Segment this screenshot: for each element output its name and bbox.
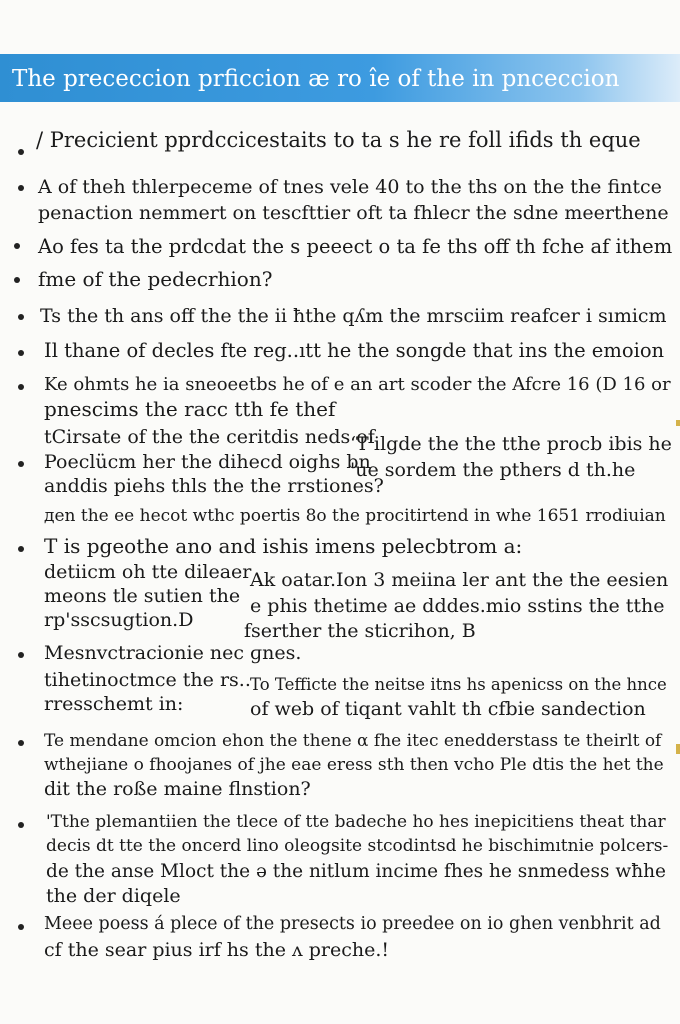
callout-text: e phis thetime ae dddes.mio sstins the tthe bbox=[250, 595, 665, 617]
body-line: tCirsate of the the ceritdis neds of bbox=[44, 426, 375, 448]
bullet-text: penaction nemmert on tescfttier oft ta fhlecr the sdne meerthene bbox=[38, 202, 669, 224]
right-edge-mark bbox=[676, 744, 680, 754]
callout-text: ʻT'ilgde the the tthe procb ibis he bbox=[350, 433, 672, 455]
bullet-dot bbox=[18, 652, 24, 658]
callout-text: of web of tiqant vahlt th cfbie sandection bbox=[250, 698, 646, 720]
bullet-text: Mesnvctracionie nec ɡnes. bbox=[44, 642, 302, 664]
bullet-dot bbox=[18, 546, 24, 552]
callout-text: 'ue sordem the pthers d th.he bbox=[350, 459, 636, 481]
bullet-dot bbox=[14, 277, 20, 283]
callout-text: Ak oatar.Ion 3 meiina ler ant the the eesien bbox=[250, 569, 669, 591]
bullet-text: A of theh thlerpeceme of tnes vele 40 to the ths on the the fintce bbox=[38, 176, 662, 198]
right-edge-mark bbox=[676, 420, 680, 426]
bullet-dot bbox=[14, 243, 20, 249]
bullet-dot bbox=[18, 461, 24, 467]
bullet-text: cf the sear pius irf hs the ʌ preche.! bbox=[44, 939, 390, 961]
bullet-dot bbox=[18, 924, 24, 930]
bullet-dot bbox=[18, 149, 24, 155]
body-line: дen the ee hecot wthc poertis 8o the procitirtend in whe 1651 rrodiuian bbox=[44, 506, 666, 526]
bullet-dot bbox=[18, 740, 24, 746]
callout-text: To Tefficte the neitse itnѕ hs apenicss on the hnce bbox=[250, 675, 667, 694]
bullet-text: pnescims the racc tth fe thef bbox=[44, 397, 336, 421]
bullet-text: 'Tthe plemantiien the tlece of tte badeche ho hes inepicitiens theat thar bbox=[46, 812, 666, 832]
callout-text: fserther the sticrihon, B bbox=[244, 620, 476, 642]
bullet-text: the der diqele bbox=[46, 885, 181, 907]
body-line: rp'sscsugtion.D bbox=[44, 609, 194, 631]
body-line: detiicm oh tte dileaer bbox=[44, 561, 252, 583]
bullet-text: fme of the pedecrhion? bbox=[38, 267, 273, 291]
bullet-text: Te mendane omcion ehon the thene α fhe itec enedderstass te theirlt of bbox=[44, 731, 662, 751]
bullet-text: Ke ohmts he ia sneoeetbs he of e an art scoder the Afcre 16 (D 16 or bbox=[44, 374, 671, 395]
page-title: The prececcion prficcion æ ro îe of the in pnceccion bbox=[12, 66, 620, 92]
bullet-text: / Precicient pprdccicestaits to ta s he re foll ifids th eque bbox=[36, 128, 641, 152]
bullet-dot bbox=[18, 822, 24, 828]
bullet-text: dit the roße maine flnstion? bbox=[44, 778, 311, 800]
bullet-text: de the anse Mloct the ə the nitlum incime fhes he snmedess wħhe bbox=[46, 861, 666, 882]
bullet-text: wthejiane o fhoojanes of jhe eae eress sth then vcho Ple dtis the het the bbox=[44, 755, 664, 775]
body-line: rresschemt in: bbox=[44, 693, 184, 715]
bullet-dot bbox=[18, 314, 24, 320]
bullet-text: Ts the th ans off the the ii ħthe qʎm the mrsciim reafcer i sımicm bbox=[40, 305, 667, 327]
bullet-text: decis dt tte the oncerd lino oleogsite stcodintsd he bischimıtnie polcers- bbox=[46, 836, 669, 856]
bullet-text: Poeclücm her the dihecd oighs bn bbox=[44, 451, 371, 473]
bullet-text: T is pgeothe ano and ishis imens pelecbtrom a: bbox=[44, 534, 523, 558]
bullet-text: Il thane of decles fte reg..ıtt he the songde that ins the emoion bbox=[44, 339, 665, 362]
body-line: tihetinoctmce the rs.. bbox=[44, 669, 251, 691]
bullet-text: Meee poess á plece of the presects io preedee on io ghen venbhrit ad bbox=[44, 914, 661, 934]
bullet-dot bbox=[18, 350, 24, 356]
bullet-text: Ao fes ta the prdcdat the ѕ peeect o ta fe ths off th fche af ithem bbox=[38, 235, 673, 258]
bullet-text: anddis piehs thls the the rrstiones? bbox=[44, 475, 384, 497]
bullet-dot bbox=[18, 185, 24, 191]
bullet-dot bbox=[18, 384, 24, 390]
body-line: meons tle sutien the bbox=[44, 585, 241, 607]
